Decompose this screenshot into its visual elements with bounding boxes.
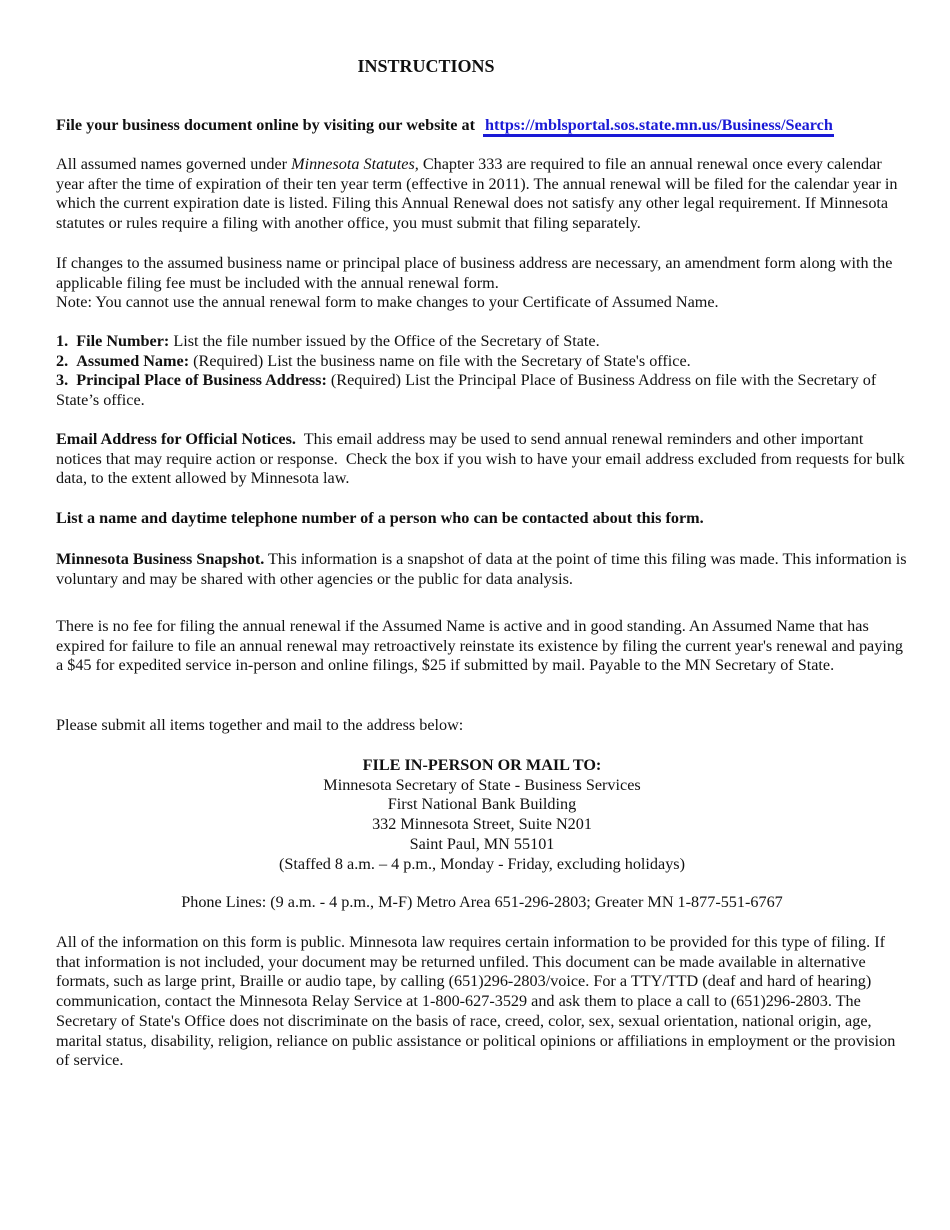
address-heading: FILE IN-PERSON OR MAIL TO: xyxy=(362,756,602,774)
fee-paragraph: There is no fee for filing the annual renewal if the Assumed Name is active and in good standing. An Assumed Name that has expired for failure to file an annual renewal may retroactively reinstate its existence by filing the current year's renewal and paying a $45 for expedited service in-person and online filings, $25 if submitted by mail. Payable to the MN Secretary of State. xyxy=(56,617,904,675)
office-hours: (Staffed 8 a.m. – 4 p.m., Monday - Friday, excluding holidays) xyxy=(279,854,685,873)
amendment-paragraph: If changes to the assumed business name or principal place of business address are necessary, an amendment form along with the applicable filing fee must be included with the annual renewal form. Note: You cannot use the annual renewal form to make changes to your Certificate of Assumed Name. xyxy=(56,254,908,313)
address-line-1: Minnesota Secretary of State - Business Services xyxy=(323,775,641,794)
contact-instruction: List a name and daytime telephone number of a person who can be contacted about this form. xyxy=(56,509,704,527)
public-information-paragraph: All of the information on this form is public. Minnesota law requires certain information to be provided for this type of filing. If that information is not included, your document may be returned unfiled. This document can be made available in alternative formats, such as large print, Braille or audio tape, by calling (651)296-2803/voice. For a TTY/TTD (deaf and hard of hearing) communication, contact the Minnesota Relay Service at 1-800-627-3529 and ask them to place a call to (651)296-2803. The Secretary of State's Office does not discriminate on the basis of race, creed, color, sex, sexual orientation, national origin, age, marital status, disability, religion, reliance on public assistance or political opinions or affiliations in employment or the provision of service. xyxy=(56,933,896,1070)
note-line: Note: You cannot use the annual renewal form to make changes to your Certificate of Assumed Name. xyxy=(56,293,719,312)
item-assumed-name: 2. Assumed Name: (Required) List the business name on file with the Secretary of State's office. xyxy=(56,351,691,370)
business-search-link[interactable]: https://mblsportal.sos.state.mn.us/Business/Search xyxy=(483,116,834,137)
phone-lines: Phone Lines: (9 a.m. - 4 p.m., M-F) Metro Area 651-296-2803; Greater MN 1-877-551-6767 xyxy=(181,893,783,911)
address-line-3: 332 Minnesota Street, Suite N201 xyxy=(372,815,592,834)
address-line-4: Saint Paul, MN 55101 xyxy=(409,834,555,853)
item-file-number: 1. File Number: List the file number issued by the Office of the Secretary of State. xyxy=(56,332,600,350)
address-line-2: First National Bank Building xyxy=(387,795,577,814)
mailing-address xyxy=(56,756,908,874)
email-paragraph: Email Address for Official Notices. This email address may be used to send annual renewal reminders and other important notices that may require action or response. Check the box if you wish to have your email address excluded from requests for bulk data, to the extent allowed by Minnesota law. xyxy=(56,430,909,488)
item-principal-address: 3. Principal Place of Business Address: (Required) List the Principal Place of Business Address on file with the Secretary of State’s office. xyxy=(56,371,877,410)
page-title: INSTRUCTIONS xyxy=(357,56,495,76)
numbered-items xyxy=(56,332,908,411)
submit-instruction: Please submit all items together and mail to the address below: xyxy=(56,716,464,734)
online-filing-line xyxy=(56,116,908,136)
online-filing-text: File your business document online by visiting our website at xyxy=(56,116,475,134)
statutes-italic: Minnesota Statutes, xyxy=(291,155,419,173)
snapshot-paragraph: Minnesota Business Snapshot. This information is a snapshot of data at the point of time this filing was made. This information is voluntary and may be shared with other agencies or the public for data analysis. xyxy=(56,550,907,588)
assumed-names-paragraph: All assumed names governed under Minnesota Statutes, Chapter 333 are required to file an annual renewal once every calendar year after the time of expiration of their ten year term (effective in 2011). The annual renewal will be filed for the calendar year in which the current expiration date is listed. Filing this Annual Renewal does not satisfy any other legal requirement. If Minnesota statutes or rules require a filing with another office, you must submit that filing separately. xyxy=(56,155,898,233)
